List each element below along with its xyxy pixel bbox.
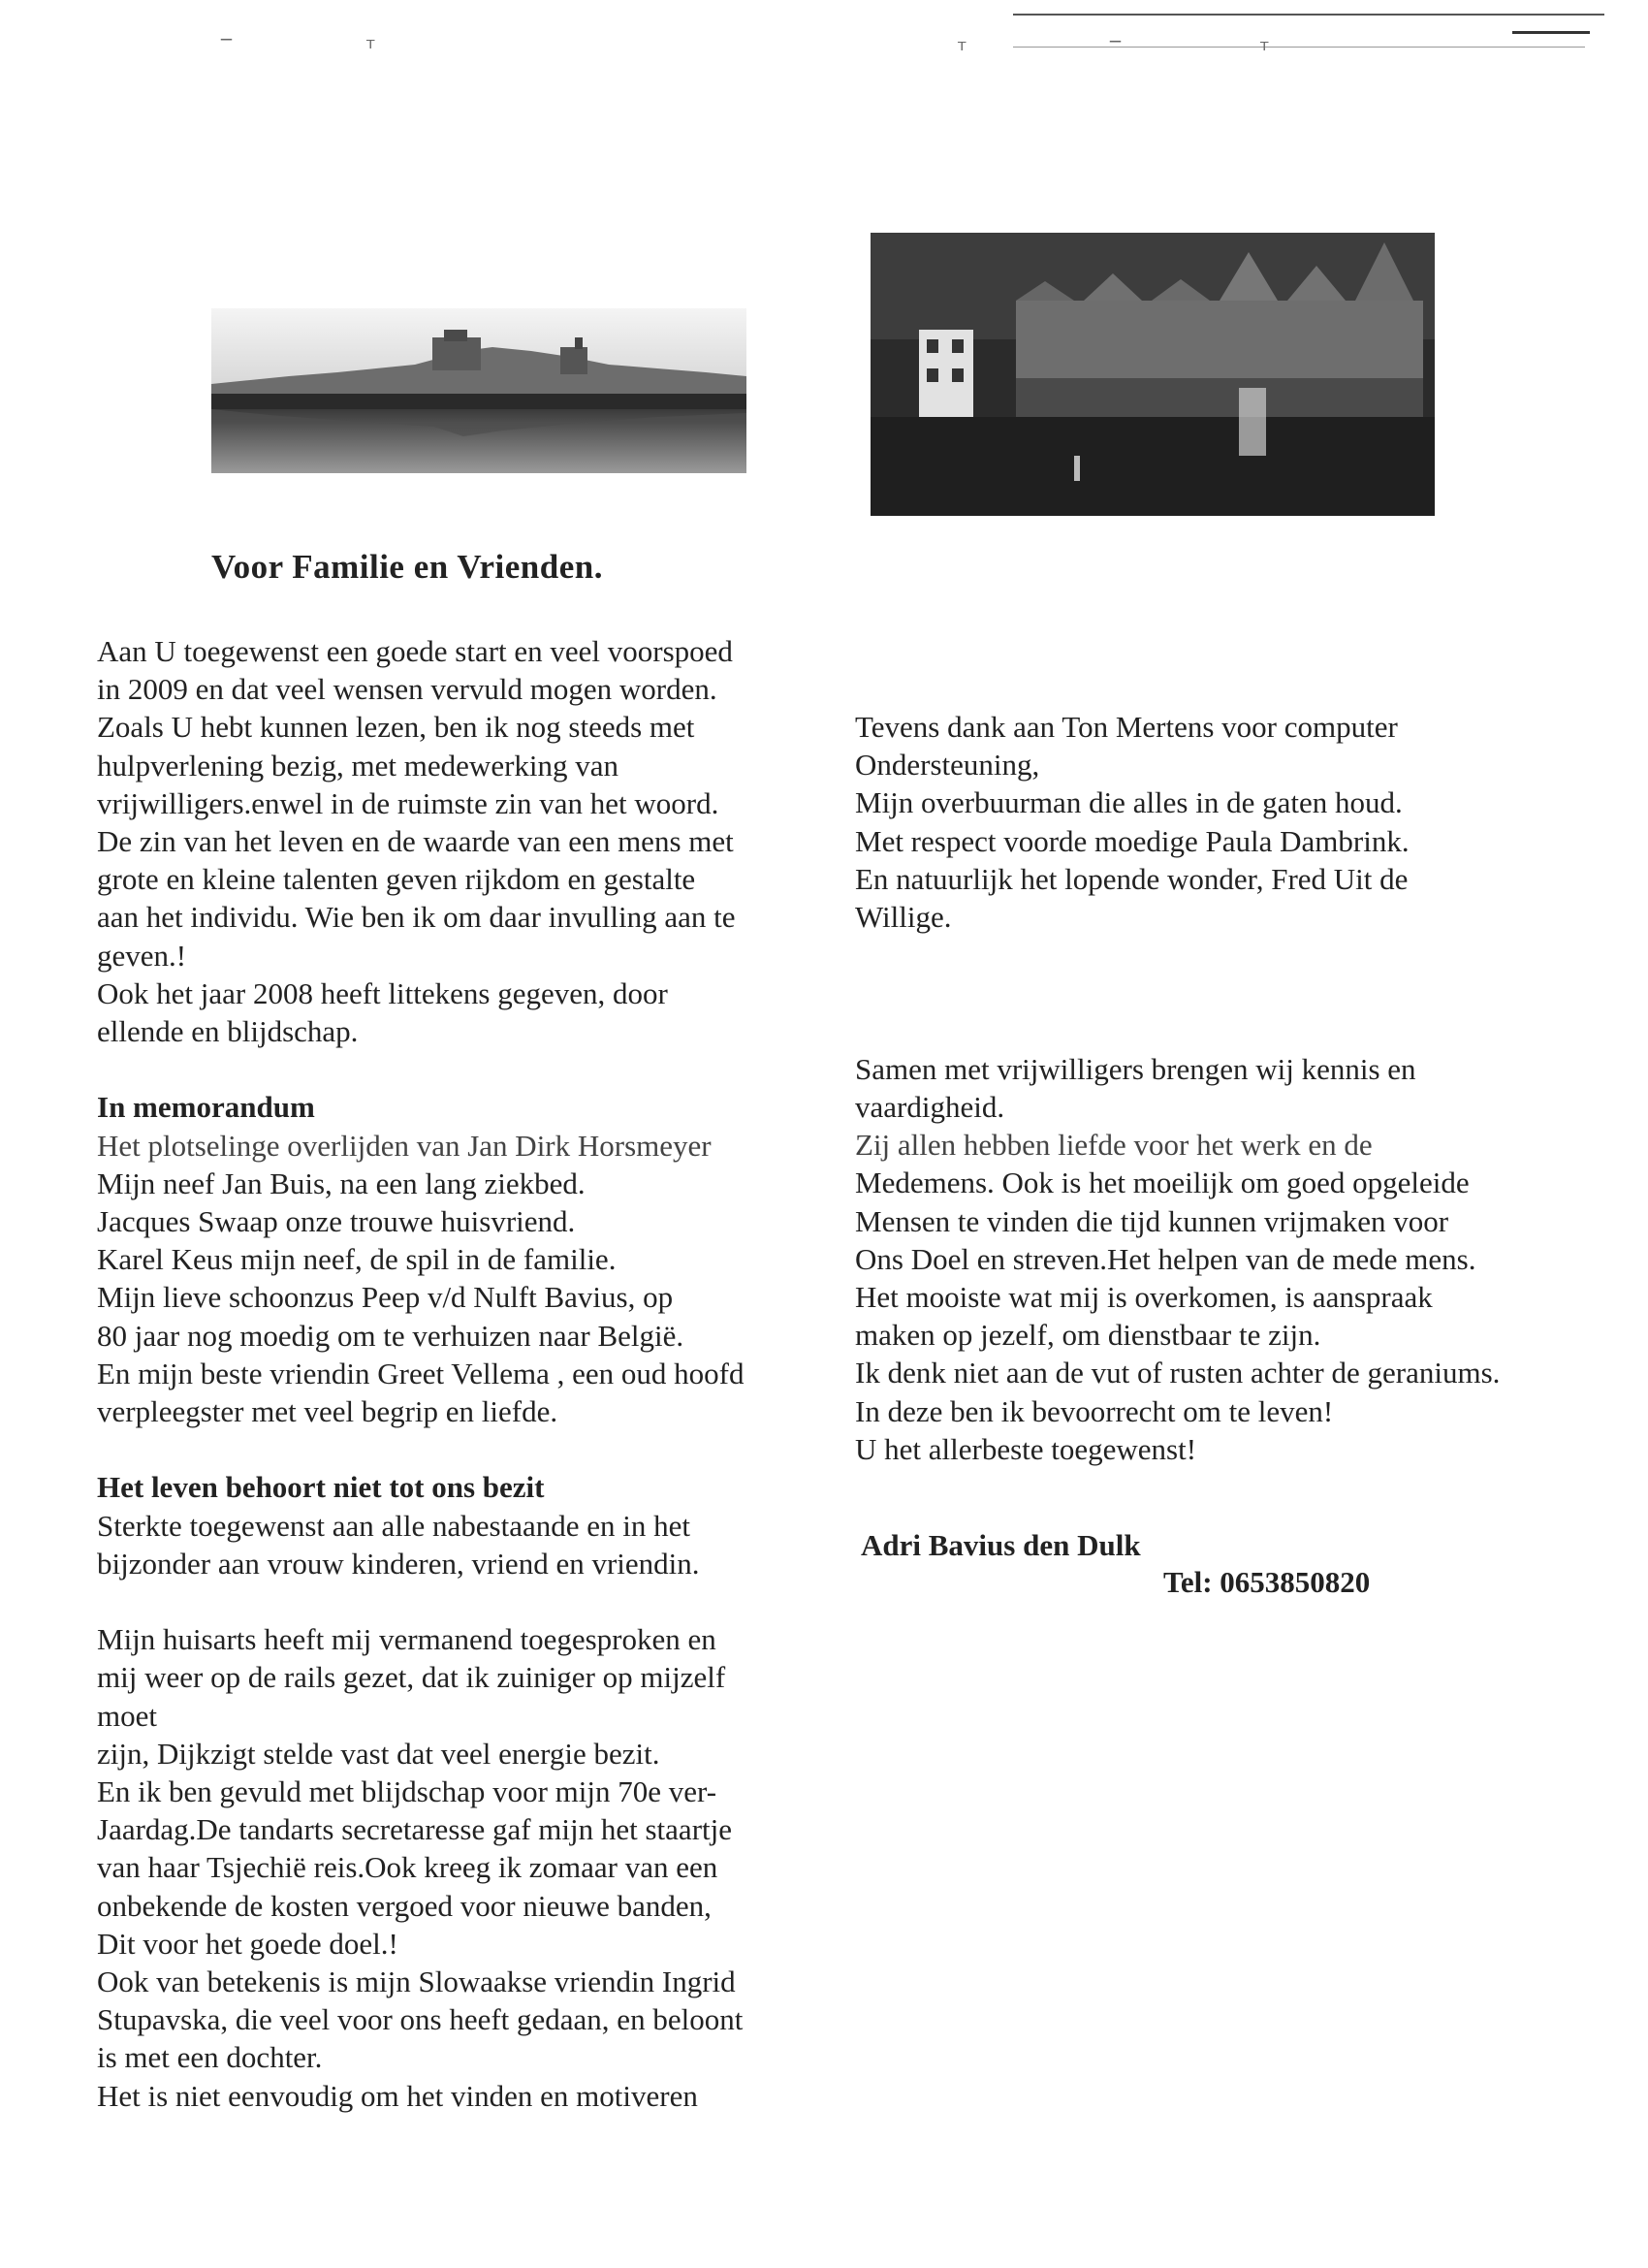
text-line: Stupavska, die veel voor ons heeft gedaan, en beloont xyxy=(97,2002,744,2037)
text-line: Ons Doel en streven.Het helpen van de mede mens. xyxy=(855,1241,1476,1276)
text-line: Jacques Swaap onze trouwe huisvriend. xyxy=(97,1204,576,1239)
text-line: verpleegster met veel begrip en liefde. xyxy=(97,1394,558,1429)
signature-name: Adri Bavius den Dulk xyxy=(861,1528,1141,1562)
text-line: Samen met vrijwilligers brengen wij kennis en xyxy=(855,1051,1416,1086)
text-line: Het is niet eenvoudig om het vinden en motiveren xyxy=(97,2078,698,2113)
text-line: bijzonder aan vrouw kinderen, vriend en vriendin. xyxy=(97,1546,700,1581)
photo-city-waterfront xyxy=(211,308,746,473)
page-title: Voor Familie en Vrienden. xyxy=(211,548,603,586)
text-line: onbekende de kosten vergoed voor nieuwe banden, xyxy=(97,1888,712,1923)
intro-paragraph xyxy=(97,632,744,1050)
text-line: in 2009 en dat veel wensen vervuld mogen worden. xyxy=(97,672,717,707)
right-column xyxy=(855,708,1500,1468)
text-line: vaardigheid. xyxy=(855,1089,1005,1124)
text-line: Met respect voorde moedige Paula Dambrink. xyxy=(855,823,1410,858)
text-line: zijn, Dijkzigt stelde vast dat veel energie bezit. xyxy=(97,1736,660,1771)
section-heading-memorandum: In memorandum xyxy=(97,1090,315,1125)
photo-city-waterfront-graphic xyxy=(211,308,746,473)
scan-speck: ᵀ xyxy=(958,39,967,63)
text-line: Het mooiste wat mij is overkomen, is aanspraak xyxy=(855,1280,1433,1314)
text-line: Mijn overbuurman die alles in de gaten houd. xyxy=(855,785,1403,820)
scan-edge-line xyxy=(1512,31,1590,34)
text-line: Jaardag.De tandarts secretaresse gaf mijn het staartje xyxy=(97,1812,732,1847)
text-line: Het plotselinge overlijden van Jan Dirk Horsmeyer xyxy=(97,1128,712,1163)
photo-town-square-graphic xyxy=(871,233,1435,516)
text-line: De zin van het leven en de waarde van een mens met xyxy=(97,824,734,859)
text-line: Ook het jaar 2008 heeft littekens gegeven, door xyxy=(97,975,668,1010)
text-line: Ondersteuning, xyxy=(855,748,1040,783)
text-line: Medemens. Ook is het moeilijk om goed opgeleide xyxy=(855,1166,1470,1200)
text-line: Mensen te vinden die tijd kunnen vrijmaken voor xyxy=(855,1203,1449,1238)
text-line: aan het individu. Wie ben ik om daar invulling aan te xyxy=(97,900,736,935)
text-line: Mijn huisarts heeft mij vermanend toegesproken en xyxy=(97,1622,716,1657)
text-line: Tevens dank aan Ton Mertens voor computer xyxy=(855,710,1398,744)
text-line: hulpverlening bezig, met medewerking van xyxy=(97,748,619,783)
text-line: moet xyxy=(97,1698,157,1733)
text-line: En mijn beste vriendin Greet Vellema , een oud hoofd xyxy=(97,1356,745,1390)
text-line: grote en kleine talenten geven rijkdom en gestalte xyxy=(97,862,696,897)
text-line: van haar Tsjechië reis.Ook kreeg ik zomaar van een xyxy=(97,1850,718,1885)
thanks-paragraph xyxy=(855,708,1500,936)
text-line: Dit voor het goede doel.! xyxy=(97,1926,398,1961)
left-column xyxy=(97,632,744,2115)
section-heading-leven: Het leven behoort niet tot ons bezit xyxy=(97,1470,545,1505)
memorandum-section xyxy=(97,1088,744,1430)
text-line: maken op jezelf, om dienstbaar te zijn. xyxy=(855,1318,1321,1353)
text-line: Ik denk niet aan de vut of rusten achter de geraniums. xyxy=(855,1356,1501,1390)
scan-edge-line xyxy=(1013,14,1604,16)
signature-phone: Tel: 0653850820 xyxy=(1163,1565,1371,1599)
text-line: Zij allen hebben liefde voor het werk en de xyxy=(855,1128,1373,1163)
text-line: In deze ben ik bevoorrecht om te leven! xyxy=(855,1393,1334,1428)
leven-section xyxy=(97,1468,744,1582)
text-line: Karel Keus mijn neef, de spil in de familie. xyxy=(97,1242,617,1277)
text-line: mij weer op de rails gezet, dat ik zuiniger op mijzelf xyxy=(97,1660,726,1695)
text-line: Mijn lieve schoonzus Peep v/d Nulft Bavius, op xyxy=(97,1280,674,1315)
photo-town-square xyxy=(871,233,1435,516)
text-line: Zoals U hebt kunnen lezen, ben ik nog steeds met xyxy=(97,710,695,745)
scan-speck: ᵀ xyxy=(366,37,375,61)
text-line: En natuurlijk het lopende wonder, Fred Uit de xyxy=(855,861,1409,896)
text-line: Willige. xyxy=(855,900,952,935)
samen-paragraph xyxy=(855,1050,1500,1468)
text-line: 80 jaar nog moedig om te verhuizen naar België. xyxy=(97,1318,684,1353)
scan-speck: ‾ xyxy=(221,37,232,61)
text-line: ellende en blijdschap. xyxy=(97,1014,359,1049)
text-line: Sterkte toegewenst aan alle nabestaande en in het xyxy=(97,1508,690,1543)
text-line: Ook van betekenis is mijn Slowaakse vriendin Ingrid xyxy=(97,1965,736,1999)
huisarts-paragraph xyxy=(97,1620,744,2115)
text-line: Aan U toegewenst een goede start en veel voorspoed xyxy=(97,634,733,668)
scan-speck: ‾ xyxy=(1110,39,1121,63)
text-line: vrijwilligers.enwel in de ruimste zin van het woord. xyxy=(97,785,719,820)
scan-edge-line xyxy=(1013,47,1585,48)
scan-speck: ᵀ xyxy=(1260,39,1269,63)
text-line: Mijn neef Jan Buis, na een lang ziekbed. xyxy=(97,1166,586,1200)
text-line: U het allerbeste toegewenst! xyxy=(855,1431,1197,1466)
text-line: geven.! xyxy=(97,938,187,973)
text-line: En ik ben gevuld met blijdschap voor mijn 70e ver- xyxy=(97,1774,717,1809)
text-line: is met een dochter. xyxy=(97,2040,323,2075)
